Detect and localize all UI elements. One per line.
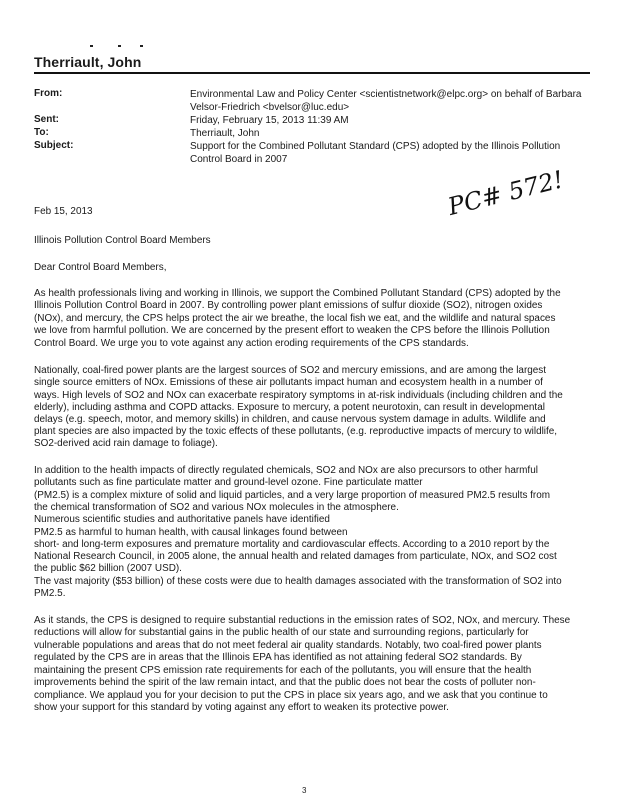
header-divider [34,72,590,74]
text-line: As it stands, the CPS is designed to require substantial reductions in the emission rates of SO2, NOx, and mercury. These [34,615,571,626]
from-value-line: Environmental Law and Policy Center <scientistnetwork@elpc.org> on behalf of Barbara [190,89,582,100]
letter-salutation: Dear Control Board Members, [34,262,167,273]
sent-value [190,114,595,127]
text-line: improvements behind the spirit of the law remain intact, and that the public does not bear the costs of polluter non- [34,677,536,688]
text-line: compliance. We applaud you for your decision to put the CPS in place six years ago, and we ask that you continue to [34,690,548,701]
text-line: pollutants such as fine particulate matter and ground-level ozone. Fine particulate matter [34,477,423,488]
text-line: vulnerable populations and areas that do not meet federal air quality standards. Notably, two coal-fired power plants [34,640,542,651]
text-line: single source emitters of NOx. Emissions of these air pollutants impact human and ecosystem health in a number of [34,377,543,388]
from-label: From: [34,88,63,99]
scan-mark [140,45,143,47]
text-line: In addition to the health impacts of directly regulated chemicals, SO2 and NOx are also precursors to other harmful [34,465,538,476]
text-line: the chemical transformation of SO2 and various NOx molecules in the atmosphere. [34,502,399,513]
text-line: The vast majority ($53 billion) of these costs were due to health damages associated with the transformation of SO2 into [34,576,562,587]
text-line: National Research Council, in 2005 alone, the annual health and related damages from particulate, NOx, and SO2 cost [34,551,557,562]
letter-date: Feb 15, 2013 [34,206,93,217]
sender-name: Therriault, John [34,54,142,70]
text-line: PM2.5 as harmful to human health, with causal linkages found between [34,527,348,538]
to-value [190,127,595,140]
text-line: SO2-derived acid rain damage to foliage). [34,438,218,449]
subject-value [190,140,595,166]
page-number: 3 [302,786,307,795]
text-line: Numerous scientific studies and authoritative panels have identified [34,514,330,525]
text-line: Illinois Pollution Control Board in 2007. By controlling power plant emissions of sulfur dioxide (SO2), nitrogen oxides [34,300,543,311]
subject-value-line: Control Board in 2007 [190,154,288,165]
text-line: show your support for this standard by voting against any effort to weaken its protective power. [34,702,449,713]
to-value-line: Therriault, John [190,128,260,139]
subject-label: Subject: [34,140,74,151]
subject-value-line: Support for the Combined Pollutant Standard (CPS) adopted by the Illinois Pollution [190,141,561,152]
text-line: reductions will allow for substantial gains in the public health of our state and surrounding regions, particularly for [34,627,529,638]
text-line: the public $62 billion (2007 USD). [34,563,182,574]
text-line: PM2.5. [34,588,66,599]
scan-mark [118,45,121,47]
from-value-line: Velsor-Friedrich <bvelsor@luc.edu> [190,102,350,113]
sent-value-line: Friday, February 15, 2013 11:39 AM [190,115,349,126]
from-value [190,88,595,114]
text-line: regulated by the CPS are in areas that the Illinois EPA has identified as not attaining federal SO2 standards. By [34,652,522,663]
text-line: (NOx), and mercury, the CPS helps protect the air we breathe, the local fish we eat, and the wildlife and natural spaces [34,313,556,324]
letter-addressee: Illinois Pollution Control Board Members [34,235,211,246]
text-line: (PM2.5) is a complex mixture of solid and liquid particles, and a very large proportion of measured PM2.5 results from [34,490,551,501]
scan-mark [90,45,93,47]
text-line: plant species are also impacted by the toxic effects of these pollutants, (e.g. reproductive impacts of mercury to wildlife, [34,426,558,437]
text-line: ways. High levels of SO2 and NOx can exacerbate respiratory symptoms in at-risk individuals (including children and the [34,390,563,401]
text-line: elderly), including asthma and COPD attacks. Exposure to mercury, a potent neurotoxin, can result in developmental [34,402,545,413]
text-line: short- and long-term exposures and premature mortality and cardiovascular effects. According to a 2010 report by the [34,539,550,550]
handwritten-stamp: PC# 572! [445,165,567,221]
sent-label: Sent: [34,114,59,125]
text-line: Nationally, coal-fired power plants are the largest sources of SO2 and mercury emissions, and are among the largest [34,365,547,376]
text-line: maintaining the present CPS emission rate requirements for each of the pollutants, you will ensure that the health [34,665,532,676]
text-line: Control Board. We urge you to vote against any action eroding requirements of the CPS standards. [34,338,469,349]
text-line: As health professionals living and working in Illinois, we support the Combined Pollutant Standard (CPS) adopted by the [34,288,561,299]
text-line: we love from harmful pollution. We are concerned by the present effort to weaken the CPS before the Illinois Pollution [34,325,550,336]
text-line: delays (e.g. speech, motor, and memory skills) in children, and cause nervous system damage in adults. Wildlife and [34,414,546,425]
to-label: To: [34,127,49,138]
